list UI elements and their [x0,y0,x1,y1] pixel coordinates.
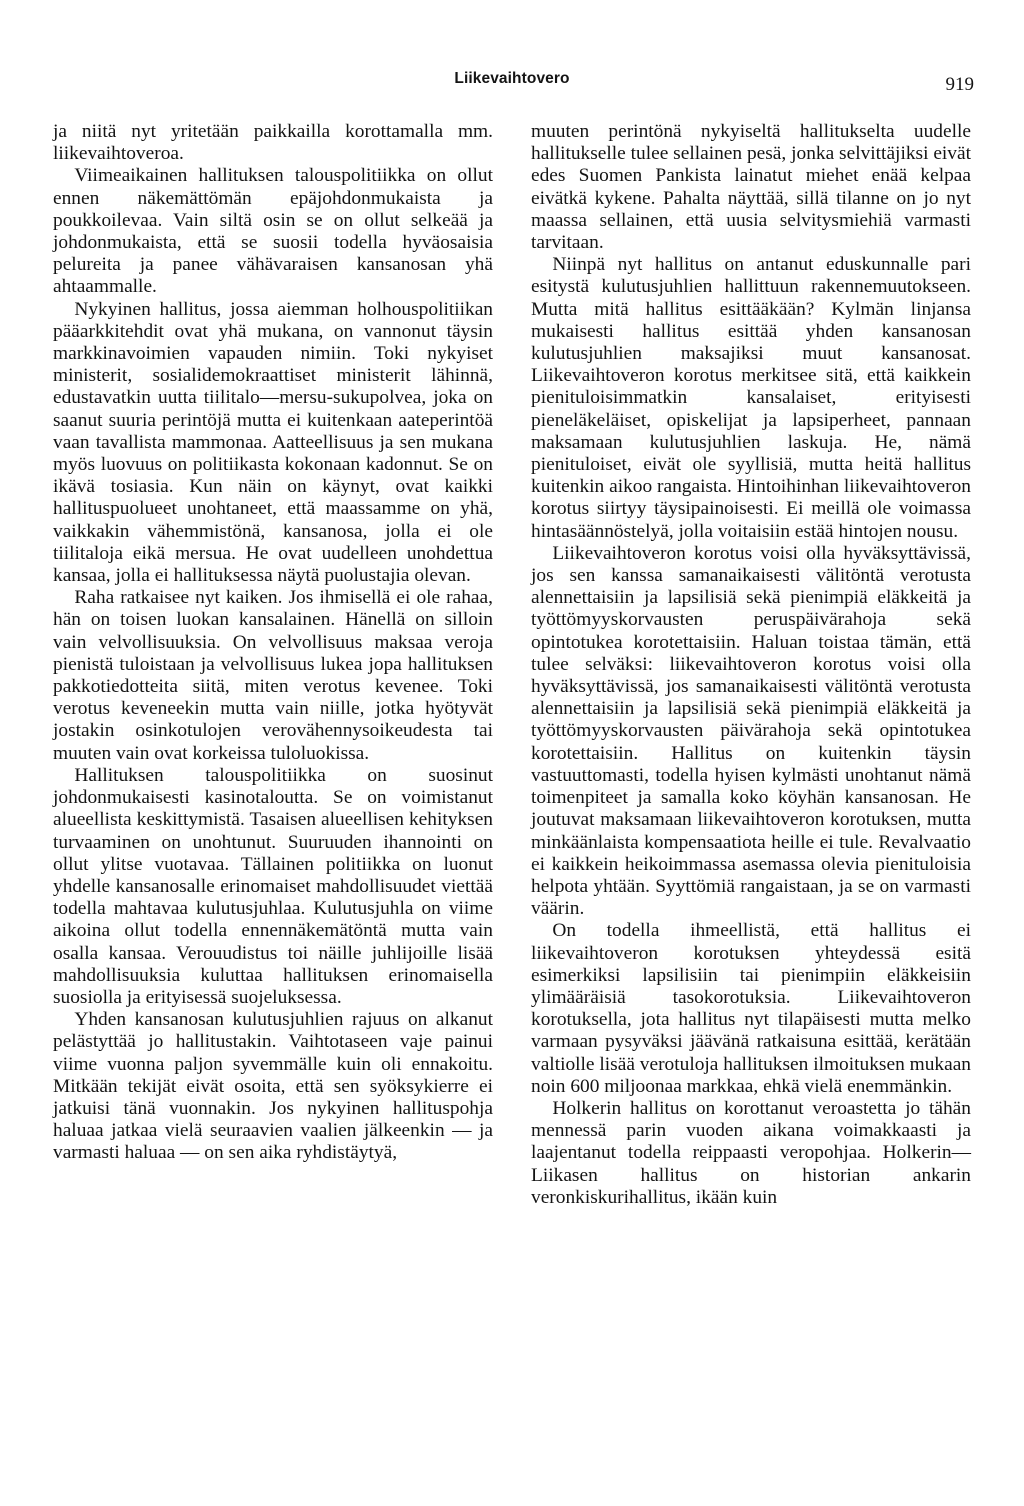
paragraph: Holkerin hallitus on korottanut veroastetta jo tähän mennessä parin vuoden aikana voimakkaasti ja laajentanut todella reippaasti veropohjaa. Holkerin—Liikasen hallitus on historian ankarin veronkiskurihallitus, ikään kuin [531,1097,971,1208]
paragraph: Viimeaikainen hallituksen talouspolitiikka on ollut ennen näkemättömän epäjohdonmukaista ja poukkoilevaa. Vain siltä osin se on ollut selkeää ja johdonmukaista, että se suosii todella hyväosaisia pelureita ja panee vähävaraisen kansanosan yhä ahtaammalle. [53,165,493,298]
paragraph: Nykyinen hallitus, jossa aiemman holhouspolitiikan pääarkkitehdit ovat yhä mukana, on vannonut täysin markkinavoimien vapauden nimiin. Toki nykyiset ministerit, sosialidemokraattiset ministerit lähinnä, edustavatkin uutta tiilitalo—mersu-sukupolvea, joka on saanut suuria perintöjä mutta ei kuitenkaan aateperintöä vaan tavallista mammonaa. Aatteellisuus ja sen mukana myös luovuus on politiikasta kokonaan kadonnut. Se on ikävä tosiasia. Kun näin on käynyt, ovat kaikki hallituspuolueet unohtaneet, että maassamme on yhä, vaikkakin vähemmistönä, kansanosa, jolla ei ole tiilitaloja eikä mersua. He ovat uudelleen unohdettua kansaa, jolla ei hallituksessa näytä puolustajia olevan. [53,298,493,587]
paragraph: Liikevaihtoveron korotus voisi olla hyväksyttävissä, jos sen kanssa samanaikaisesti välitöntä verotusta alennettaisiin ja lapsilisiä sekä pienimpiä eläkkeitä ja työttömyyskorvausten peruspäivärahoja sekä opintotukea korotettaisiin. Haluan toistaa tämän, että tulee selväksi: liikevaihtoveron korotus voisi olla hyväksyttävissä, jos samanaikaisesti välitöntä verotusta alennettaisiin ja lapsilisiä sekä pienimpiä eläkkeitä ja työttömyyskorvausten päivärahoja sekä opintotukea korotettaisiin. Hallitus on kuitenkin täysin vastuuttomasti, todella hyisen kylmästi unohtanut nämä toimenpiteet ja samalla koko köyhän kansanosan. He joutuvat maksamaan liikevaihtoveron korotuksen, mutta minkäänlaista kompensaatiota heille ei tule. Revalvaatio ei kaikkein heikoimmassa asemassa olevia pienituloisia helpota yhtään. Syyttömiä rangaistaan, ja se on varmasti väärin. [531,542,971,920]
paragraph: ja niitä nyt yritetään paikkailla korottamalla mm. liikevaihtoveroa. [53,121,493,165]
paragraph: Hallituksen talouspolitiikka on suosinut johdonmukaisesti kasinotaloutta. Se on voimistanut alueellista keskittymistä. Tasaisen alueellisen kehityksen turvaaminen on unohtunut. Suuruuden ihannointi on ollut ylitse vuotavaa. Tällainen politiikka on luonut yhdelle kansanosalle erinomaiset mahdollisuudet viettää todella mahtavaa kulutusjuhlaa. Kulutusjuhla on viime aikoina ollut todella ennennäkemätöntä mutta vain osalla kansaa. Verouudistus toi näille juhlijoille lisää mahdollisuuksia kuluttaa hallituksen erinomaisella suosiolla ja erityisessä suojeluksessa. [53,764,493,1008]
page-number: 919 [945,74,974,95]
right-column [531,121,971,1209]
paragraph: Niinpä nyt hallitus on antanut eduskunnalle pari esitystä kulutusjuhlien hallittuun rakennemuutokseen. Mutta mitä hallitus esittääkään? Kylmän linjansa mukaisesti hallitus esittää yhden kansanosan kulutusjuhlien maksajiksi muut kansanosat. Liikevaihtoveron korotus merkitsee sitä, että kaikkein pienituloisimmatkin kansalaiset, erityisesti pieneläkeläiset, opiskelijat ja lapsiperheet, pannaan maksamaan kulutusjuhlien laskuja. He, nämä pienituloiset, eivät ole syyllisiä, mutta heitä hallitus kuitenkin aikoo rangaista. Hintoihinhan liikevaihtoveron korotus siirtyy täysipainoisesti. Ei meillä ole voimassa hintasäännöstelyä, jolla voitaisiin estää hintojen nousu. [531,254,971,542]
paragraph: Raha ratkaisee nyt kaiken. Jos ihmisellä ei ole rahaa, hän on toisen luokan kansalainen. Hänellä on silloin vain velvollisuuksia. On velvollisuus maksaa veroja pienistä tuloistaan ja velvollisuus lukea jopa hallituksen pakkotiedotteita siitä, miten verotus kevenee. Toki verotus keveneekin mutta vain niille, jotka hyötyvät jostakin osinkotulojen verovähennysoikeudesta tai muuten vain ovat korkeissa tuloluokissa. [53,587,493,764]
running-head: Liikevaihtovero [454,70,570,87]
paragraph: On todella ihmeellistä, että hallitus ei liikevaihtoveron korotuksen yhteydessä esitä esimerkiksi lapsilisiin tai pienimpiin eläkkeisiin ylimääräisiä tasokorotuksia. Liikevaihtoveron korotuksella, jota hallitus nyt tilapäisesti mutta melko varmaan pysyväksi jäävänä ratkaisuna esittää, kerätään valtiolle lisää verotuloja hallituksen ilmoituksen mukaan noin 600 miljoonaa markkaa, ehkä vielä enemmänkin. [531,920,971,1097]
paragraph: Yhden kansanosan kulutusjuhlien rajuus on alkanut pelästyttää jo hallitustakin. Vaihtotaseen vaje painui viime vuonna paljon syvemmälle kuin oli ennakoitu. Mitkään tekijät eivät osoita, että sen syöksykierre ei jatkuisi tänä vuonnakin. Jos nykyinen hallituspohja haluaa jatkaa vielä seuraavien vaalien jälkeenkin — ja varmasti haluaa — on sen aika ryhdistäytyä, [53,1009,493,1164]
paragraph: muuten perintönä nykyiseltä hallitukselta uudelle hallitukselle tulee sellainen pesä, jonka selvittäjiksi eivät edes Suomen Pankista lainatut miehet enää kelpaa eivätkä kykene. Pahalta näyttää, sillä tilanne on jo nyt maassa sellainen, että uusia selvitysmiehiä varmasti tarvitaan. [531,121,971,254]
left-column [53,121,493,1165]
